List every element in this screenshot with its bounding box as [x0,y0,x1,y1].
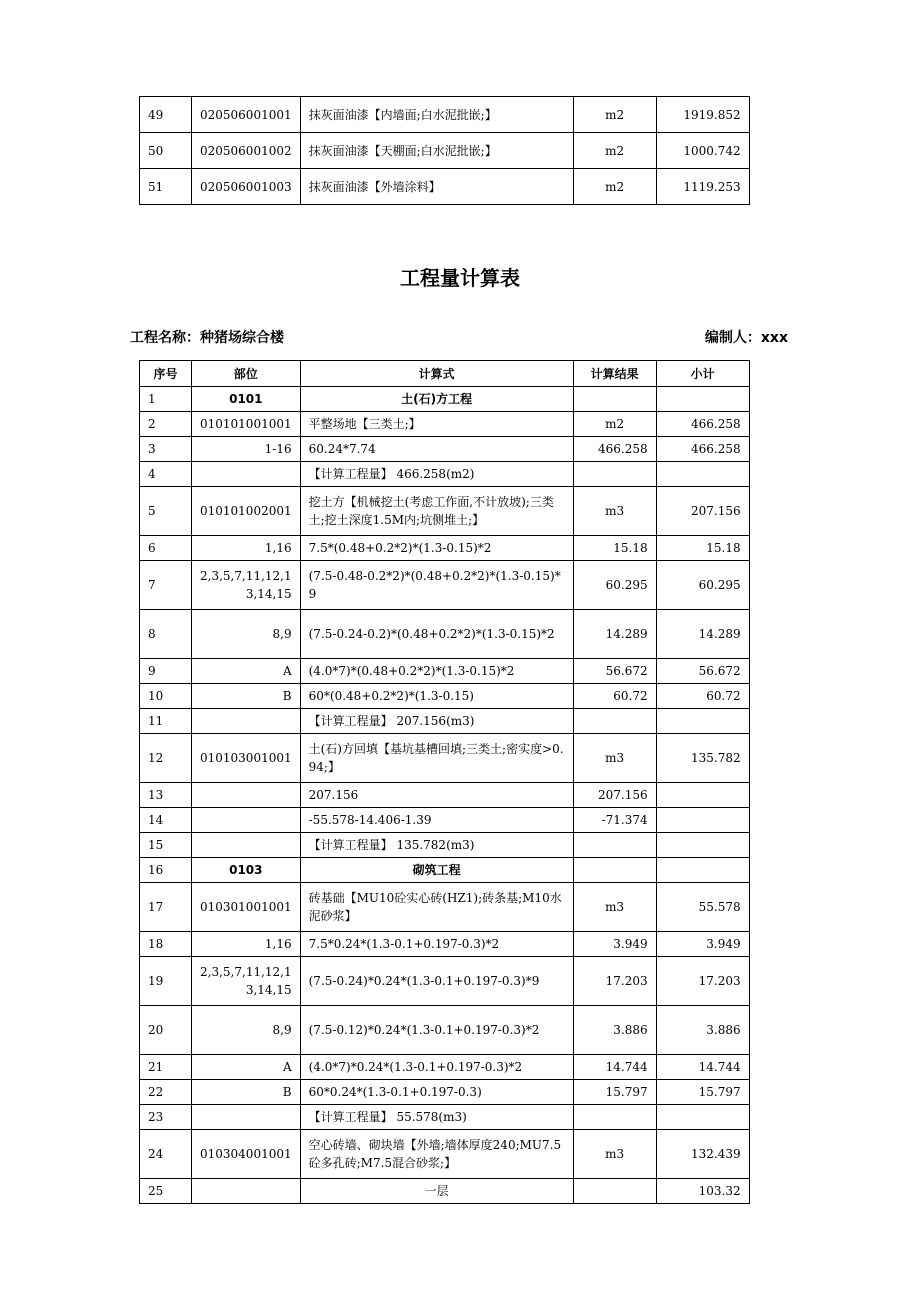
header-result: 计算结果 [573,361,656,387]
formula: 207.156 [300,783,573,808]
row-index: 15 [140,833,192,858]
item-description: 抹灰面油漆【天棚面;白水泥批嵌;】 [300,133,573,169]
location: 010101001001 [192,412,301,437]
location [192,1179,301,1204]
subtotal [656,833,749,858]
formula: 【计算工程量】 466.258(m2) [300,462,573,487]
row-index: 12 [140,734,192,783]
location: 8,9 [192,610,301,659]
row-index: 23 [140,1105,192,1130]
subtotal: 55.578 [656,883,749,932]
result: 15.18 [573,536,656,561]
page-title: 工程量计算表 [400,266,520,290]
item-code: 020506001002 [192,133,301,169]
location: 1,16 [192,536,301,561]
location [192,709,301,734]
row-index: 22 [140,1080,192,1105]
item-code: 020506001001 [192,97,301,133]
location: 010301001001 [192,883,301,932]
table-row [140,462,750,487]
table-row [140,734,750,783]
quantity: 1919.852 [656,97,749,133]
table-row [140,1105,750,1130]
table-row [140,387,750,412]
subtotal [656,808,749,833]
location: 1,16 [192,932,301,957]
location: 2,3,5,7,11,12,13,14,15 [192,957,301,1006]
location: 010103001001 [192,734,301,783]
formula: 7.5*0.24*(1.3-0.1+0.197-0.3)*2 [300,932,573,957]
location: B [192,684,301,709]
row-index: 4 [140,462,192,487]
formula: 【计算工程量】 207.156(m3) [300,709,573,734]
row-index: 25 [140,1179,192,1204]
item-description: 抹灰面油漆【外墙涂料】 [300,169,573,205]
formula: 【计算工程量】 55.578(m3) [300,1105,573,1130]
subtotal: 466.258 [656,437,749,462]
unit: m2 [573,169,656,205]
table-row [140,932,750,957]
subtotal: 14.289 [656,610,749,659]
subtotal: 466.258 [656,412,749,437]
table-row [140,709,750,734]
table-body [140,387,750,1204]
location [192,462,301,487]
table-row [140,561,750,610]
table-row [140,97,750,133]
subtotal: 14.744 [656,1055,749,1080]
unit: m2 [573,97,656,133]
row-index: 16 [140,858,192,883]
result [573,858,656,883]
subtotal [656,709,749,734]
table-row [140,487,750,536]
subtotal: 132.439 [656,1130,749,1179]
project-name: 工程名称：种猪场综合楼 [130,330,284,346]
result: 3.949 [573,932,656,957]
table-row [140,437,750,462]
formula: 一层 [300,1179,573,1204]
row-index: 5 [140,487,192,536]
formula: (4.0*7)*0.24*(1.3-0.1+0.197-0.3)*2 [300,1055,573,1080]
result: 17.203 [573,957,656,1006]
formula: 60*0.24*(1.3-0.1+0.197-0.3) [300,1080,573,1105]
result: 3.886 [573,1006,656,1055]
subtotal [656,858,749,883]
previous-items-body [140,97,750,205]
location: 0101 [192,387,301,412]
location [192,783,301,808]
row-index: 11 [140,709,192,734]
formula: 土(石)方回填【基坑基槽回填;三类土;密实度>0.94;】 [300,734,573,783]
subtotal: 3.886 [656,1006,749,1055]
row-index: 19 [140,957,192,1006]
location: 0103 [192,858,301,883]
result: 15.797 [573,1080,656,1105]
result: 60.295 [573,561,656,610]
result [573,1179,656,1204]
result: m3 [573,487,656,536]
subtotal [656,387,749,412]
table-row [140,684,750,709]
subtotal: 17.203 [656,957,749,1006]
row-index: 24 [140,1130,192,1179]
table-row [140,1179,750,1204]
table-row [140,169,750,205]
result: 14.744 [573,1055,656,1080]
subtotal: 3.949 [656,932,749,957]
row-index: 49 [140,97,192,133]
formula: (7.5-0.48-0.2*2)*(0.48+0.2*2)*(1.3-0.15)*9 [300,561,573,610]
result [573,1105,656,1130]
result: -71.374 [573,808,656,833]
formula: (7.5-0.12)*0.24*(1.3-0.1+0.197-0.3)*2 [300,1006,573,1055]
table-row [140,858,750,883]
location: A [192,659,301,684]
table-row [140,133,750,169]
location [192,833,301,858]
location: 1-16 [192,437,301,462]
result: m3 [573,734,656,783]
formula: 60.24*7.74 [300,437,573,462]
result [573,833,656,858]
formula: (4.0*7)*(0.48+0.2*2)*(1.3-0.15)*2 [300,659,573,684]
header-index: 序号 [140,361,192,387]
table-row [140,1055,750,1080]
row-index: 13 [140,783,192,808]
header-subtotal: 小计 [656,361,749,387]
table-row [140,957,750,1006]
table-row [140,783,750,808]
row-index: 2 [140,412,192,437]
row-index: 1 [140,387,192,412]
table-row [140,536,750,561]
location: 010304001001 [192,1130,301,1179]
table-row [140,808,750,833]
header-location: 部位 [192,361,301,387]
subtotal: 135.782 [656,734,749,783]
subtotal: 207.156 [656,487,749,536]
formula: 土(石)方工程 [300,387,573,412]
result: 14.289 [573,610,656,659]
formula: 挖土方【机械挖土(考虑工作面,不计放坡);三类土;挖土深度1.5M内;坑侧堆土;】 [300,487,573,536]
location: 2,3,5,7,11,12,13,14,15 [192,561,301,610]
row-index: 10 [140,684,192,709]
table-row [140,1080,750,1105]
quantity: 1000.742 [656,133,749,169]
row-index: 17 [140,883,192,932]
table-row [140,1130,750,1179]
formula: 砖基础【MU10砼实心砖(HZ1);砖条基;M10水泥砂浆】 [300,883,573,932]
subtotal: 15.18 [656,536,749,561]
row-index: 7 [140,561,192,610]
location: B [192,1080,301,1105]
formula: (7.5-0.24-0.2)*(0.48+0.2*2)*(1.3-0.15)*2 [300,610,573,659]
formula: (7.5-0.24)*0.24*(1.3-0.1+0.197-0.3)*9 [300,957,573,1006]
row-index: 14 [140,808,192,833]
formula: 【计算工程量】 135.782(m3) [300,833,573,858]
row-index: 6 [140,536,192,561]
formula: 砌筑工程 [300,858,573,883]
quantity: 1119.253 [656,169,749,205]
unit: m2 [573,133,656,169]
row-index: 9 [140,659,192,684]
table-row [140,610,750,659]
row-index: 18 [140,932,192,957]
result [573,462,656,487]
result: m2 [573,412,656,437]
result [573,387,656,412]
subtotal: 56.672 [656,659,749,684]
subtotal: 103.32 [656,1179,749,1204]
table-row [140,412,750,437]
result [573,709,656,734]
table-row [140,883,750,932]
formula: 平整场地【三类土;】 [300,412,573,437]
row-index: 21 [140,1055,192,1080]
location [192,1105,301,1130]
table-row [140,659,750,684]
location [192,808,301,833]
previous-items-table [139,96,750,205]
result: 466.258 [573,437,656,462]
formula: 60*(0.48+0.2*2)*(1.3-0.15) [300,684,573,709]
location: A [192,1055,301,1080]
location: 010101002001 [192,487,301,536]
result: 207.156 [573,783,656,808]
row-index: 51 [140,169,192,205]
row-index: 8 [140,610,192,659]
result: m3 [573,883,656,932]
quantity-calculation-table [139,360,750,1204]
subtotal: 60.295 [656,561,749,610]
row-index: 20 [140,1006,192,1055]
header-formula: 计算式 [300,361,573,387]
formula: 7.5*(0.48+0.2*2)*(1.3-0.15)*2 [300,536,573,561]
subtotal [656,783,749,808]
author-name: 编制人：xxx [704,330,788,346]
item-code: 020506001003 [192,169,301,205]
formula: 空心砖墙、砌块墙【外墙;墙体厚度240;MU7.5砼多孔砖;M7.5混合砂浆;】 [300,1130,573,1179]
table-row [140,1006,750,1055]
formula: -55.578-14.406-1.39 [300,808,573,833]
result: m3 [573,1130,656,1179]
result: 60.72 [573,684,656,709]
table-row [140,833,750,858]
row-index: 3 [140,437,192,462]
result: 56.672 [573,659,656,684]
subtotal [656,1105,749,1130]
row-index: 50 [140,133,192,169]
header-row [140,361,750,387]
subtotal [656,462,749,487]
subtotal: 60.72 [656,684,749,709]
subtotal: 15.797 [656,1080,749,1105]
item-description: 抹灰面油漆【内墙面;白水泥批嵌;】 [300,97,573,133]
location: 8,9 [192,1006,301,1055]
